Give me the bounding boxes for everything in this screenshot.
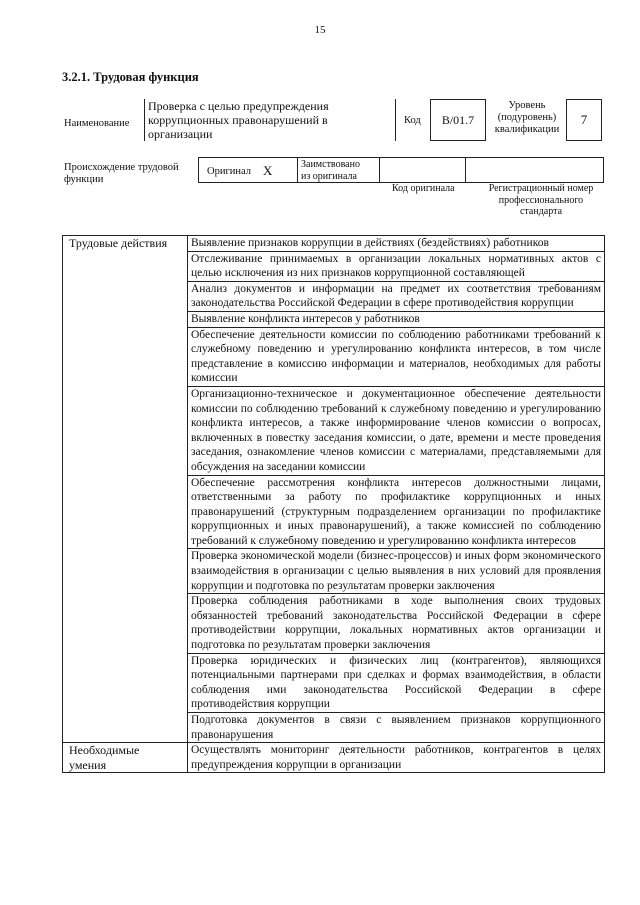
original-mark: X: [263, 163, 273, 178]
labor-action-item: Выявление конфликта интересов у работников: [188, 311, 605, 327]
labor-action-item: Выявление признаков коррупции в действиях (бездействиях) работников: [188, 236, 605, 252]
table-row: [63, 743, 605, 773]
skills-label-line-2: умения: [69, 757, 107, 772]
name-label: Наименование: [64, 118, 130, 129]
origin-label-line-2: функции: [64, 174, 104, 186]
labor-action-item: Отслеживание принимаемых в организации локальных нормативных актов с целью исключения из них признаков коррупционной составляющей: [188, 251, 605, 281]
labor-action-item: Проверка экономической модели (бизнес-процессов) и иных форм экономического взаимодействия в организации с целью выявления в них условий для проявления коррупции и подготовка по результатам проверки заключения: [188, 549, 605, 594]
borrowed-label: [301, 159, 360, 182]
code-label: Код: [404, 115, 421, 126]
page-number: 15: [314, 24, 326, 36]
labor-action-item: Обеспечение рассмотрения конфликта интересов должностными лицами, ответственными за работу по профилактике коррупционных и иных правонарушений (структурным подразделением организации по профилактике коррупционных и иных правонарушений), а также комиссией по соблюдению требований к служебному поведению и урегулированию конфликта интересов: [188, 475, 605, 549]
origin-code-cell: [379, 158, 466, 182]
labor-action-item: Проверка юридических и физических лиц (контрагентов), являющихся потенциальными партнерами при сделках и формах взаимодействия, в области соблюдения ими законодательства Российской Федерации в сфере противодействия коррупции: [188, 653, 605, 712]
labor-actions-label: Трудовые действия: [63, 236, 188, 743]
original-label: Оригинал: [207, 166, 251, 177]
labor-action-item: Подготовка документов в связи с выявлением признаков коррупционного правонарушения: [188, 713, 605, 743]
code-original-label: Код оригинала: [392, 183, 455, 194]
table-row: [63, 236, 605, 252]
skill-item: Осуществлять мониторинг деятельности работников, контрагентов в целях предупреждения коррупции в организации: [188, 743, 605, 773]
origin-label-line-1: Происхождение трудовой: [64, 162, 179, 173]
origin-original-cell: [199, 158, 298, 182]
origin-reg-cell: [465, 158, 603, 182]
labor-action-item: Анализ документов и информации на предмет их соответствия требованиям законодательства Российской Федерации в сфере противодействия коррупции: [188, 281, 605, 311]
reg-number-label-line-2: профессионального: [498, 194, 584, 206]
labor-action-item: Организационно-техническое и документационное обеспечение деятельности комиссии по соблюдению требований к служебному поведению и урегулированию конфликта интересов, а также информирование членов комиссии о вопросах, включенных в повестку заседания комиссии, о дате, времени и месте проведения заседания, ознакомление членов комиссии с материалами, представляемыми для обсуждения на заседании комиссии: [188, 386, 605, 475]
function-name: Проверка с целью предупреждения коррупционных правонарушений в организации: [144, 99, 396, 141]
reg-number-label: [478, 183, 604, 218]
code-value: B/01.7: [430, 99, 486, 141]
borrowed-label-line-1: Заимствовано: [301, 159, 360, 170]
level-value: 7: [566, 99, 602, 141]
level-label-line-1: Уровень: [508, 100, 546, 111]
origin-label: [64, 162, 179, 186]
section-title: 3.2.1. Трудовая функция: [62, 70, 199, 84]
level-label: [490, 100, 564, 136]
reg-number-label-line-3: стандарта: [519, 206, 563, 217]
reg-number-label-line-1: Регистрационный номер: [488, 183, 594, 194]
skills-label-line-1: Необходимые: [69, 743, 140, 758]
labor-function-table: [62, 235, 605, 773]
level-label-line-3: квалификации: [494, 124, 560, 136]
origin-table: [198, 157, 604, 183]
level-label-line-2: (подуровень): [497, 112, 557, 124]
borrowed-label-line-2: из оригинала: [301, 170, 357, 182]
labor-action-item: Проверка соблюдения работниками в ходе выполнения своих трудовых обязанностей требований законодательства Российской Федерации в сфере противодействии коррупции, локальных нормативных актов организации и подготовка по результатам проверки заключения: [188, 594, 605, 653]
skills-label: [63, 743, 188, 773]
origin-borrowed-cell: [297, 158, 380, 182]
labor-action-item: Обеспечение деятельности комиссии по соблюдению работниками требований к служебному поведению и урегулированию конфликта интересов, в том числе представление в комиссию информации и материалов, необходимых для работы комиссии: [188, 327, 605, 386]
